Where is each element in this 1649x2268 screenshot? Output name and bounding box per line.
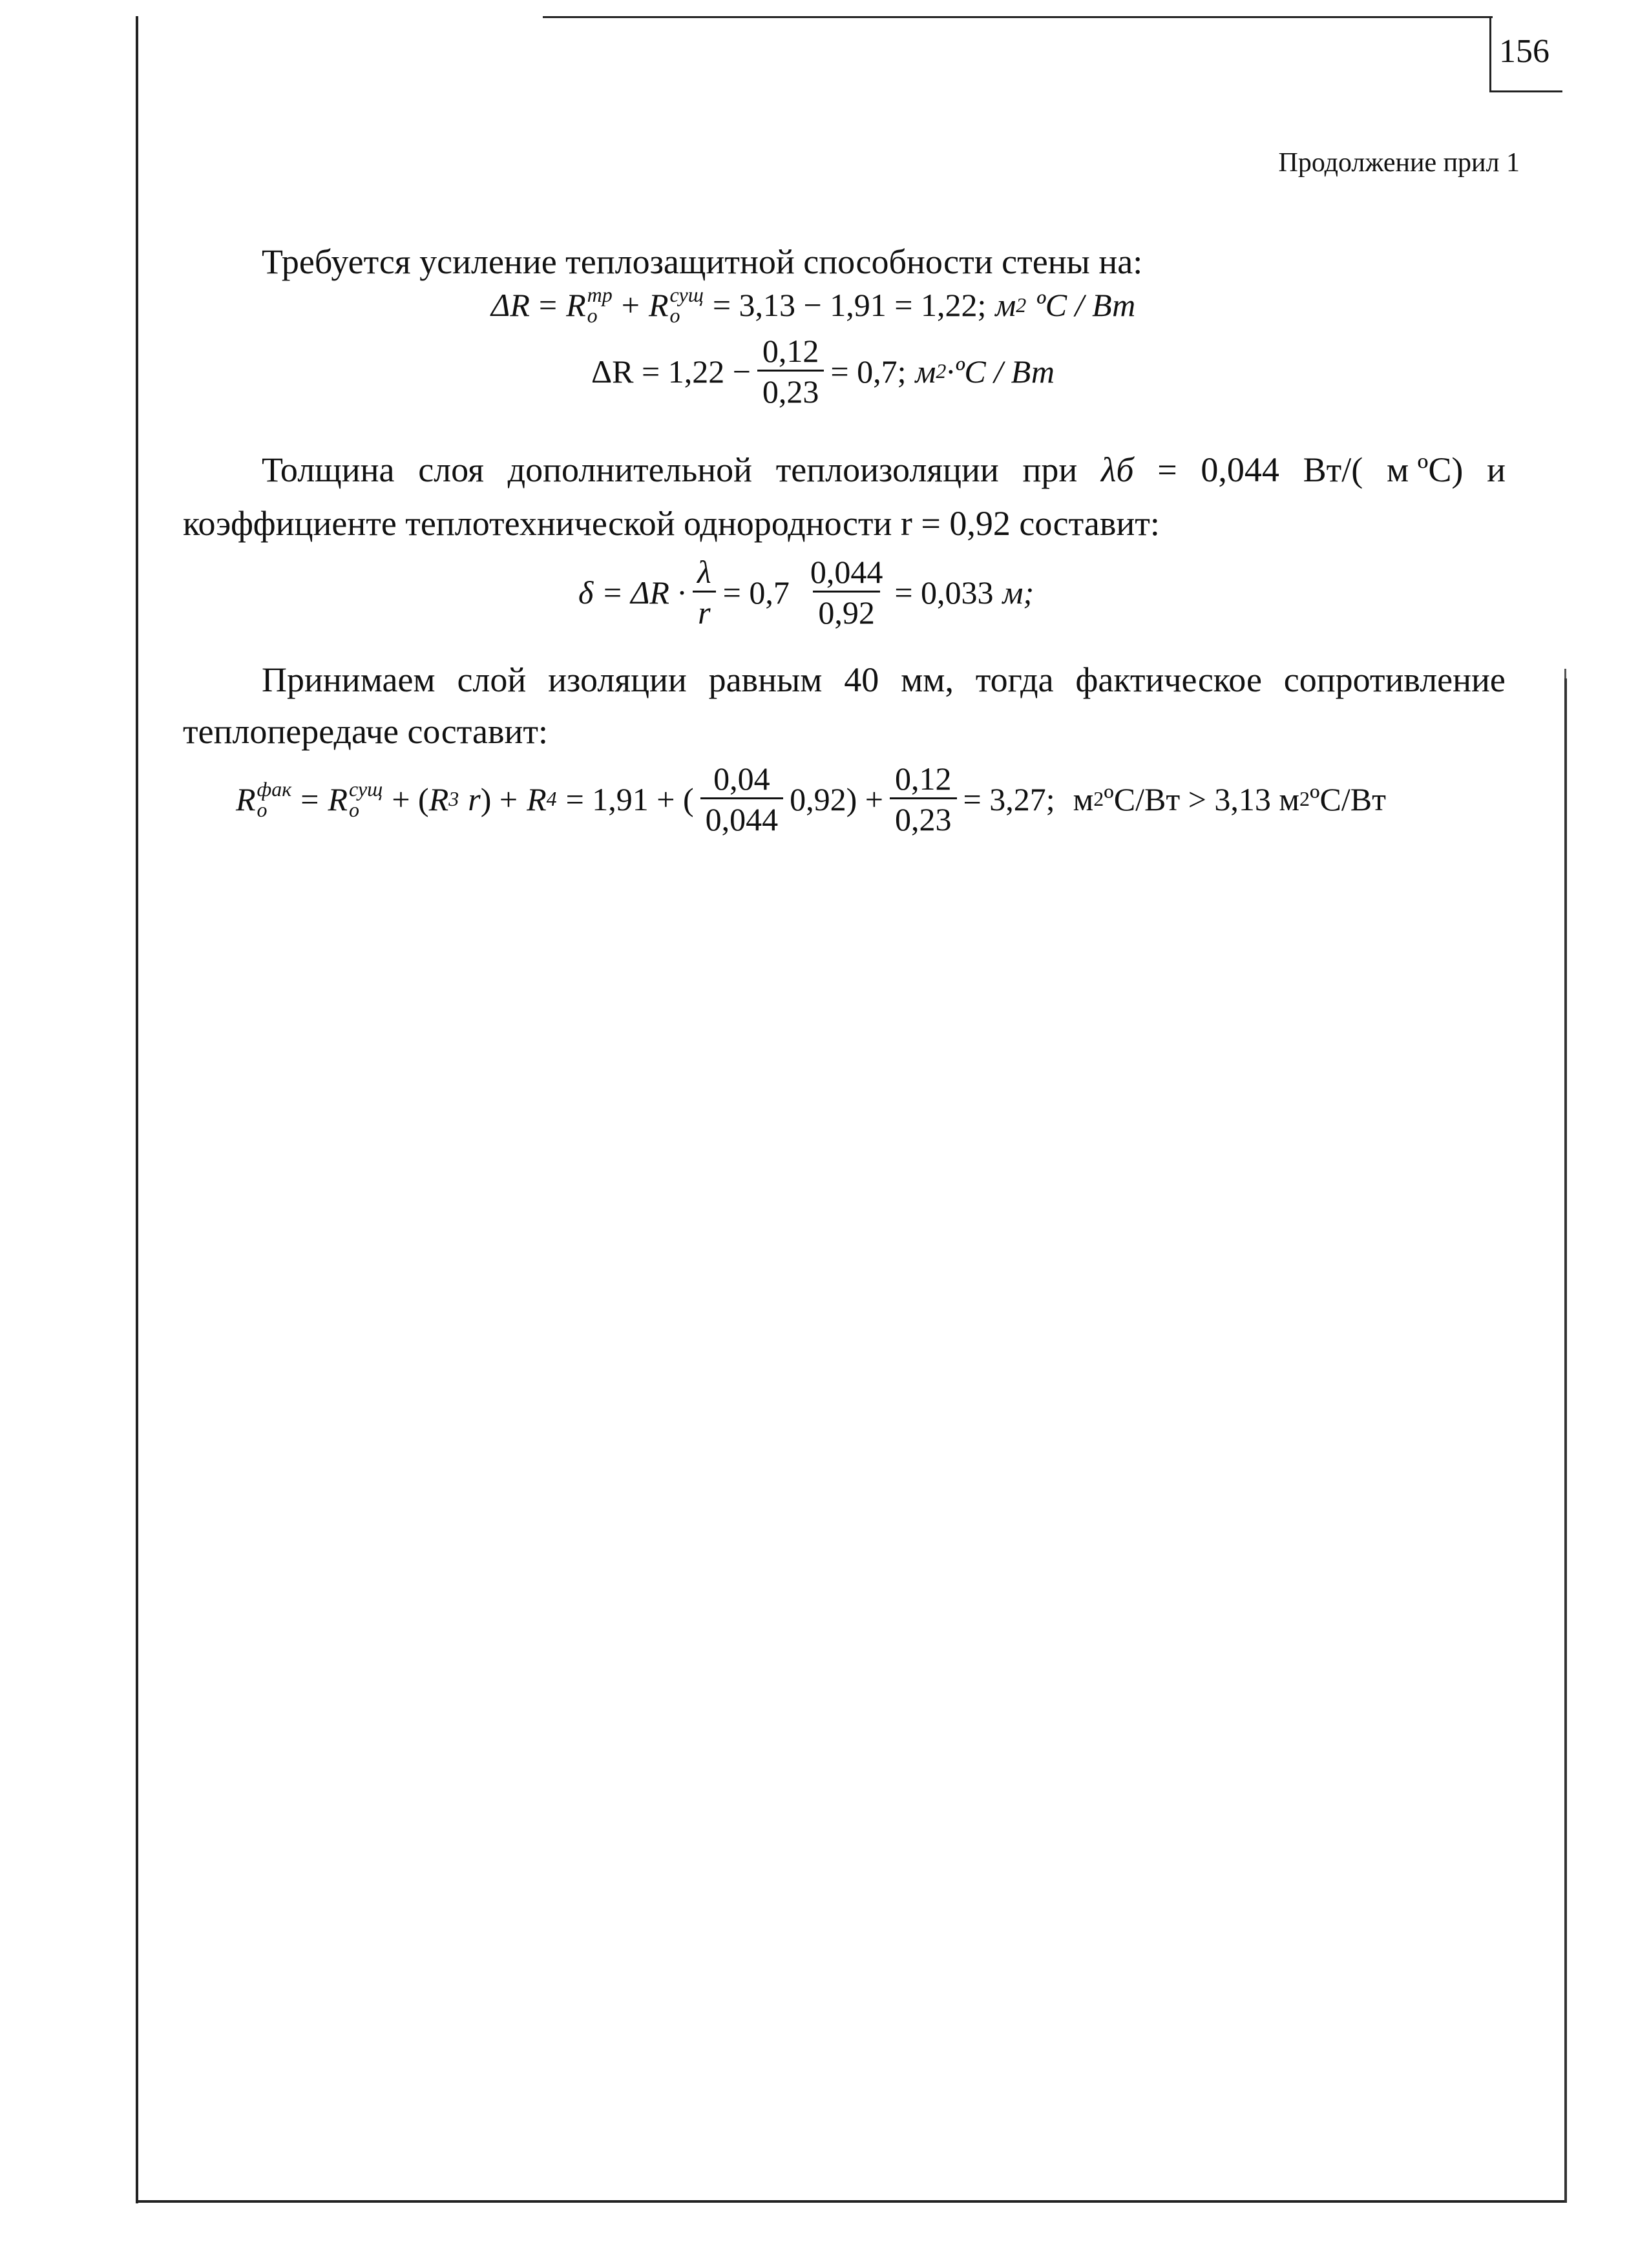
p3-word: мм, (901, 660, 954, 699)
eq2-fraction (757, 335, 824, 408)
eq3-denominator-2: 0,92 (813, 591, 880, 629)
eq4-unit2-sup: 2 (1299, 787, 1310, 810)
p3-word: 40 (844, 660, 879, 699)
eq4-r-sushch: R (328, 781, 348, 817)
eq3-denominator-1: r (693, 591, 715, 629)
p3-word: изоляции (548, 660, 687, 699)
p2-word: при (1022, 450, 1078, 489)
eq2-numerator: 0,12 (762, 333, 819, 369)
p3-word: тогда (975, 660, 1054, 699)
eq1-sub-o2: o (669, 304, 680, 327)
eq1-sub-o: o (587, 304, 598, 327)
paragraph-3-line-1 (262, 662, 1506, 697)
eq4-unit1-rest: ºC/Вт > 3,13 м (1104, 781, 1300, 817)
eq3-rhs: = 0,033 (894, 574, 994, 611)
equation-thickness (578, 556, 1034, 629)
eq3-numerator-2: 0,044 (810, 554, 883, 590)
eq4-val2: 0,92) + (790, 781, 884, 817)
eq3-lhs: δ = ΔR · (578, 574, 686, 611)
paragraph-3-line-2: теплопередаче составит: (183, 712, 548, 751)
eq4-sup-sushch: сущ (348, 777, 383, 801)
eq3-numerator-1: λ (697, 554, 711, 590)
equation-delta-r (491, 284, 1135, 326)
eq1-sup-tr: тр (587, 283, 613, 306)
eq4-fraction-1 (700, 762, 784, 835)
p3-word: равным (708, 660, 823, 699)
equation-delta-r-2 (591, 335, 1055, 408)
eq2-rhs: = 0,7; (830, 353, 907, 390)
eq4-denominator-1: 0,044 (700, 797, 784, 835)
eq3-fraction-1 (692, 556, 717, 629)
p2-lambda: λб (1101, 450, 1134, 489)
eq2-unit: м (915, 353, 936, 390)
p3-word: слой (457, 660, 527, 699)
eq2-unit-sup: 2 (936, 359, 947, 383)
frame-bottom-border (136, 2200, 1567, 2203)
eq4-denominator-2: 0,23 (890, 797, 957, 835)
p2-word: Вт/( (1303, 450, 1363, 489)
frame-left-border (136, 16, 138, 2203)
paragraph-1: Требуется усиление теплозащитной способности стены на: (262, 242, 1143, 281)
eq4-rhs: = 3,27; (963, 781, 1055, 817)
eq4-unit1: м (1073, 781, 1094, 817)
eq1-sup-sushch: сущ (669, 283, 704, 306)
frame-top-border (543, 16, 1493, 18)
eq1-unit-sup: 2 (1016, 293, 1027, 317)
eq1-unit-rest: ºC / Вт (1035, 287, 1136, 323)
eq4-r3: R (428, 781, 449, 817)
equation-actual-resistance (236, 762, 1386, 835)
eq2-unit-rest: ·ºC / Вт (946, 353, 1055, 390)
p2-word: = (1157, 450, 1177, 489)
eq4-val1: = 1,91 + ( (565, 781, 694, 817)
paragraph-2-line-1 (262, 452, 1506, 487)
page-number: 156 (1499, 33, 1549, 70)
eq2-denominator: 0,23 (757, 370, 824, 408)
eq2-lhs: ΔR = 1,22 − (591, 353, 751, 390)
eq4-unit1-sup: 2 (1093, 787, 1104, 810)
eq4-sub-o2: o (348, 797, 359, 821)
eq4-r-fak: R (236, 781, 256, 817)
eq1-equals: = (538, 287, 558, 323)
paragraph-2-line-2: коэффициенте теплотехнической однородности r = 0,92 составит: (183, 504, 1160, 543)
eq1-unit: м (995, 287, 1016, 323)
eq3-mid: = 0,7 (722, 574, 790, 611)
eq4-sup-fak: фак (257, 777, 292, 801)
eq4-sub4: 4 (546, 787, 557, 810)
eq1-r-tr: R (566, 287, 586, 323)
p2-word: теплоизоляции (775, 450, 999, 489)
eq4-fraction-2 (890, 762, 957, 835)
p2-word: 0,044 (1201, 450, 1279, 489)
eq4-sub-o: o (257, 797, 268, 821)
p3-word: фактическое (1075, 660, 1262, 699)
eq1-delta: ΔR (491, 287, 530, 323)
eq1-plus: + (621, 287, 640, 323)
eq4-unit2-rest: ºC/Вт (1310, 781, 1386, 817)
eq4-r-coef: r (468, 781, 481, 817)
eq4-close: ) + (480, 781, 518, 817)
eq4-sub3: 3 (448, 787, 459, 810)
eq4-plus1: + ( (392, 781, 429, 817)
eq4-numerator-2: 0,12 (895, 761, 952, 797)
eq4-numerator-1: 0,04 (713, 761, 770, 797)
p2-word: и (1487, 450, 1506, 489)
eq4-equals: = (300, 781, 319, 817)
continuation-label: Продолжение прил 1 (1278, 148, 1520, 178)
p3-word: сопротивление (1283, 660, 1506, 699)
p2-word: слоя (418, 450, 484, 489)
p3-word: Принимаем (262, 660, 436, 699)
eq3-unit: м; (1002, 574, 1035, 611)
p2-word: дополнительной (507, 450, 752, 489)
p2-word: Толщина (262, 450, 395, 489)
eq4-r4: R (527, 781, 547, 817)
frame-right-border (1564, 678, 1567, 2202)
eq3-fraction-2 (805, 556, 888, 629)
eq1-r-sushch: R (648, 287, 669, 323)
eq1-rhs: = 3,13 − 1,91 = 1,22; (712, 287, 987, 323)
p2-word: м ºС) (1386, 450, 1464, 489)
